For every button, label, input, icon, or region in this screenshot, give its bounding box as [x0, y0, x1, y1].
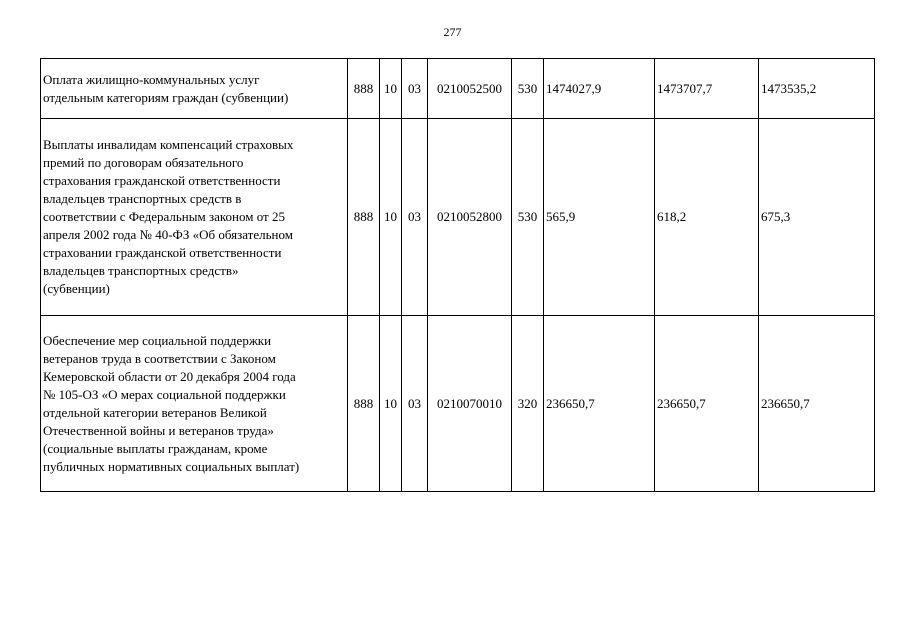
amount-2-cell: 1473707,7 — [655, 59, 759, 119]
amount-1-cell: 236650,7 — [544, 316, 655, 492]
subsection-cell: 03 — [402, 119, 428, 316]
table-row — [41, 119, 875, 316]
section-cell: 10 — [380, 316, 402, 492]
admin-code-cell: 888 — [348, 119, 380, 316]
expense-type-cell: 530 — [512, 59, 544, 119]
budget-table — [40, 58, 875, 492]
page-number: 277 — [443, 25, 462, 39]
amount-1-cell: 1474027,9 — [544, 59, 655, 119]
subsection-cell: 03 — [402, 316, 428, 492]
amount-2-cell: 236650,7 — [655, 316, 759, 492]
section-cell: 10 — [380, 119, 402, 316]
table-row — [41, 316, 875, 492]
target-article-cell: 0210070010 — [428, 316, 512, 492]
expense-type-cell: 320 — [512, 316, 544, 492]
target-article-cell: 0210052500 — [428, 59, 512, 119]
section-cell: 10 — [380, 59, 402, 119]
admin-code-cell: 888 — [348, 59, 380, 119]
amount-3-cell: 236650,7 — [759, 316, 875, 492]
amount-3-cell: 675,3 — [759, 119, 875, 316]
row-name: Выплаты инвалидам компенсаций страховых премий по договорам обязательного страхования гражданской ответственности владельцев транспортных средств в соответствии с Федеральным законом от 25 апреля 2002 года № 40-ФЗ «Об обязательном страховании гражданской ответственности владельцев транспортных средств» (субвенции) — [43, 137, 294, 296]
amount-1-cell: 565,9 — [544, 119, 655, 316]
row-name-cell — [41, 119, 348, 316]
amount-2-cell: 618,2 — [655, 119, 759, 316]
row-name: Оплата жилищно-коммунальных услуг отдельным категориям граждан (субвенции) — [43, 71, 289, 105]
table-row — [41, 59, 875, 119]
row-name-cell — [41, 316, 348, 492]
row-name-cell — [41, 59, 348, 119]
row-name: Обеспечение мер социальной поддержки ветеранов труда в соответствии с Законом Кемеровской области от 20 декабря 2004 года № 105-ОЗ «О мерах социальной поддержки отдельной категории ветеранов Великой Отечественной войны и ветеранов труда» (социальные выплаты гражданам, кроме публичных нормативных социальных выплат) — [43, 332, 300, 474]
amount-3-cell: 1473535,2 — [759, 59, 875, 119]
subsection-cell: 03 — [402, 59, 428, 119]
target-article-cell: 0210052800 — [428, 119, 512, 316]
expense-type-cell: 530 — [512, 119, 544, 316]
admin-code-cell: 888 — [348, 316, 380, 492]
